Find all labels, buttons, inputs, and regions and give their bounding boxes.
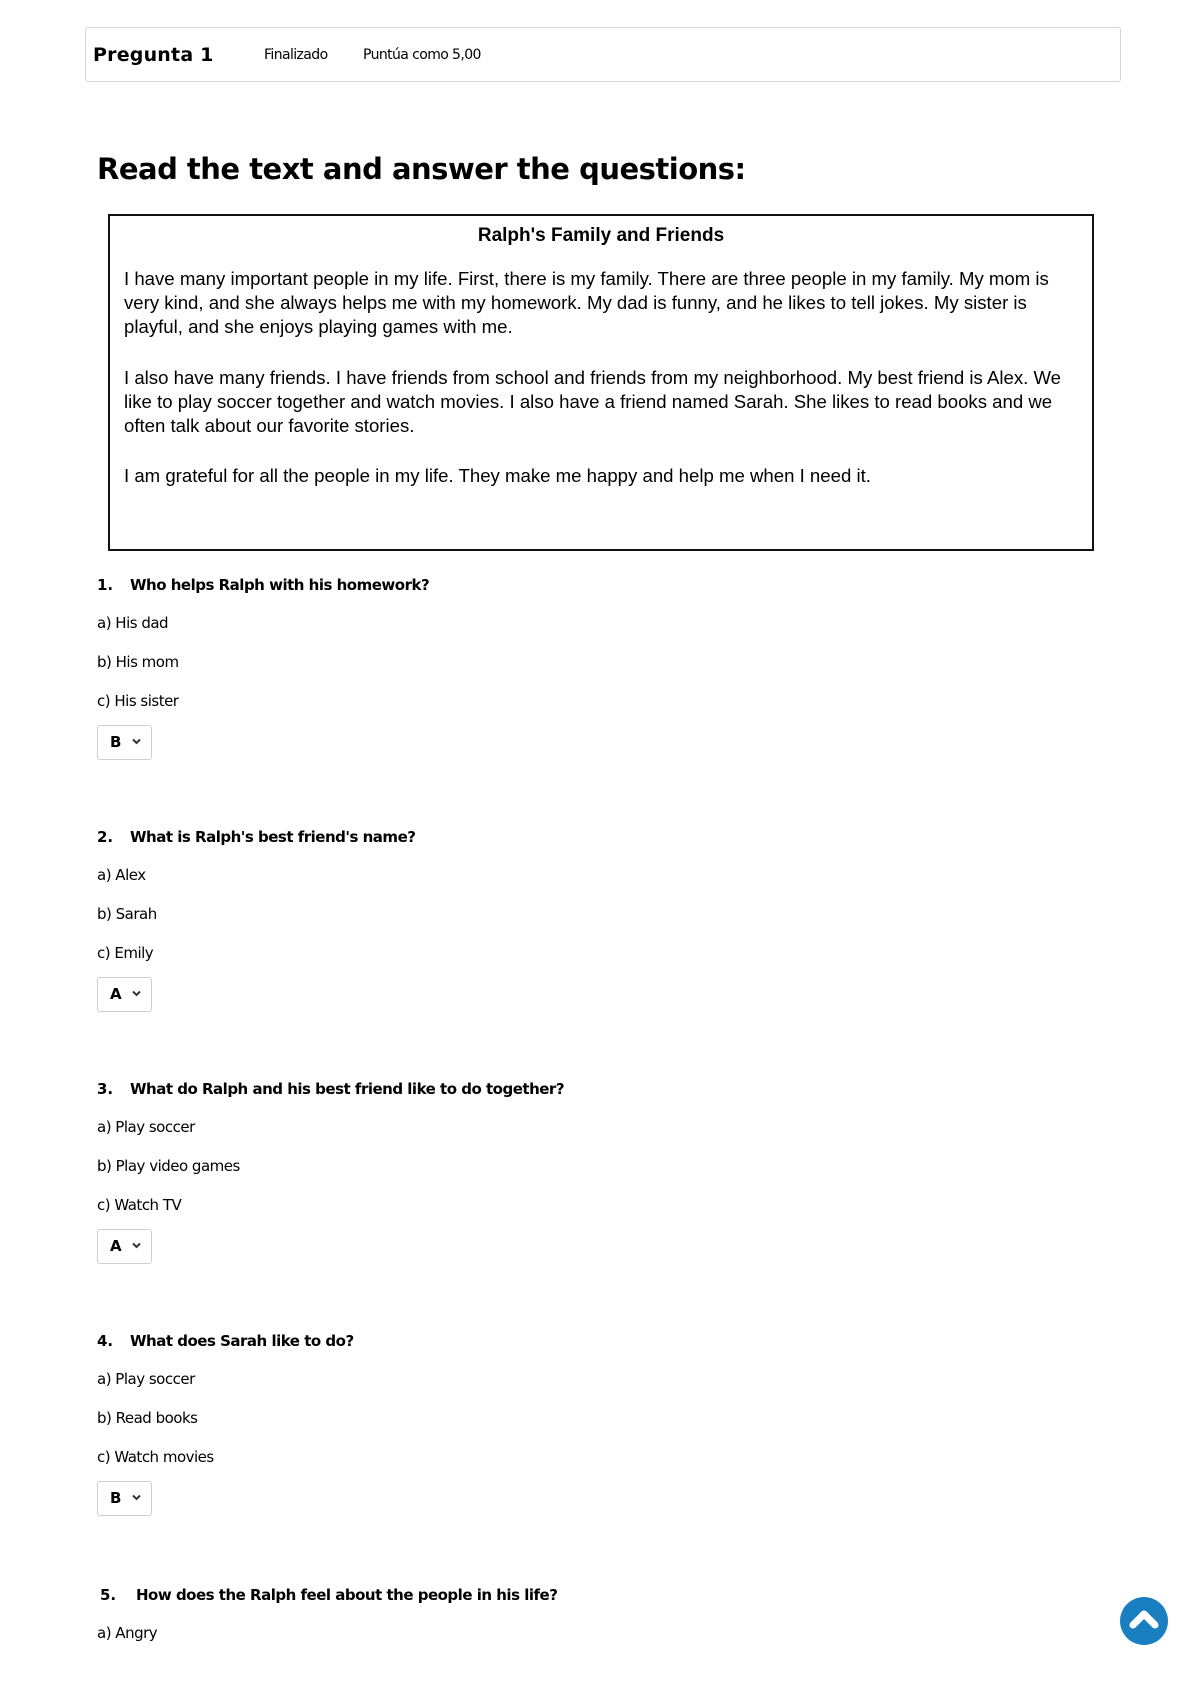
answer-option: b) Play video games (97, 1157, 240, 1175)
question-state: Finalizado (264, 46, 328, 63)
instructions-heading: Read the text and answer the questions: (97, 152, 746, 186)
chevron-down-icon (132, 1242, 141, 1249)
answer-select[interactable] (97, 725, 152, 760)
question-number: 2. (97, 828, 114, 846)
answer-option: c) Watch TV (97, 1196, 182, 1214)
answer-select[interactable] (97, 1229, 152, 1264)
question-text: What do Ralph and his best friend like to do together? (130, 1080, 565, 1098)
answer-option: c) Emily (97, 944, 154, 962)
question-number: 4. (97, 1332, 114, 1350)
answer-option: a) Alex (97, 866, 146, 884)
reading-passage (108, 214, 1094, 551)
back-to-top-button[interactable] (1120, 1597, 1168, 1645)
answer-option: a) Angry (97, 1624, 158, 1642)
selected-value: B (110, 733, 122, 751)
selected-value: B (110, 1489, 122, 1507)
answer-option: b) Read books (97, 1409, 198, 1427)
answer-select[interactable] (97, 1481, 152, 1516)
selected-value: A (110, 985, 122, 1003)
question-number: 3. (97, 1080, 114, 1098)
reading-paragraph: I have many important people in my life. First, there is my family. There are three people in my family. My mom is very kind, and she always helps me with my homework. My dad is funny, and he likes to tell jokes. My sister is playful, and she enjoys playing games with me. (124, 268, 1049, 337)
chevron-down-icon (132, 1494, 141, 1501)
answer-option: b) His mom (97, 653, 179, 671)
question-text: What is Ralph's best friend's name? (130, 828, 416, 846)
reading-title: Ralph's Family and Friends (477, 225, 725, 246)
chevron-up-icon (1120, 1597, 1168, 1645)
reading-paragraph: I am grateful for all the people in my life. They make me happy and help me when I need it. (124, 465, 871, 486)
answer-option: c) His sister (97, 692, 179, 710)
question-info-bar (85, 27, 1121, 82)
question-number: 5. (100, 1586, 117, 1604)
question-text: What does Sarah like to do? (130, 1332, 354, 1350)
answer-option: a) His dad (97, 614, 169, 632)
chevron-down-icon (132, 738, 141, 745)
question-number: 1. (97, 576, 114, 594)
question-text: How does the Ralph feel about the people in his life? (136, 1586, 558, 1604)
answer-option: a) Play soccer (97, 1118, 195, 1136)
question-grade: Puntúa como 5,00 (363, 46, 481, 63)
chevron-down-icon (132, 990, 141, 997)
answer-option: a) Play soccer (97, 1370, 195, 1388)
question-name: Pregunta 1 (93, 43, 214, 66)
answer-select[interactable] (97, 977, 152, 1012)
answer-option: b) Sarah (97, 905, 157, 923)
question-text: Who helps Ralph with his homework? (130, 576, 430, 594)
selected-value: A (110, 1237, 122, 1255)
answer-option: c) Watch movies (97, 1448, 214, 1466)
reading-paragraph: I also have many friends. I have friends from school and friends from my neighborhood. My best friend is Alex. We like to play soccer together and watch movies. I also have a friend named Sarah. She likes to read books and we often talk about our favorite stories. (124, 367, 1062, 436)
